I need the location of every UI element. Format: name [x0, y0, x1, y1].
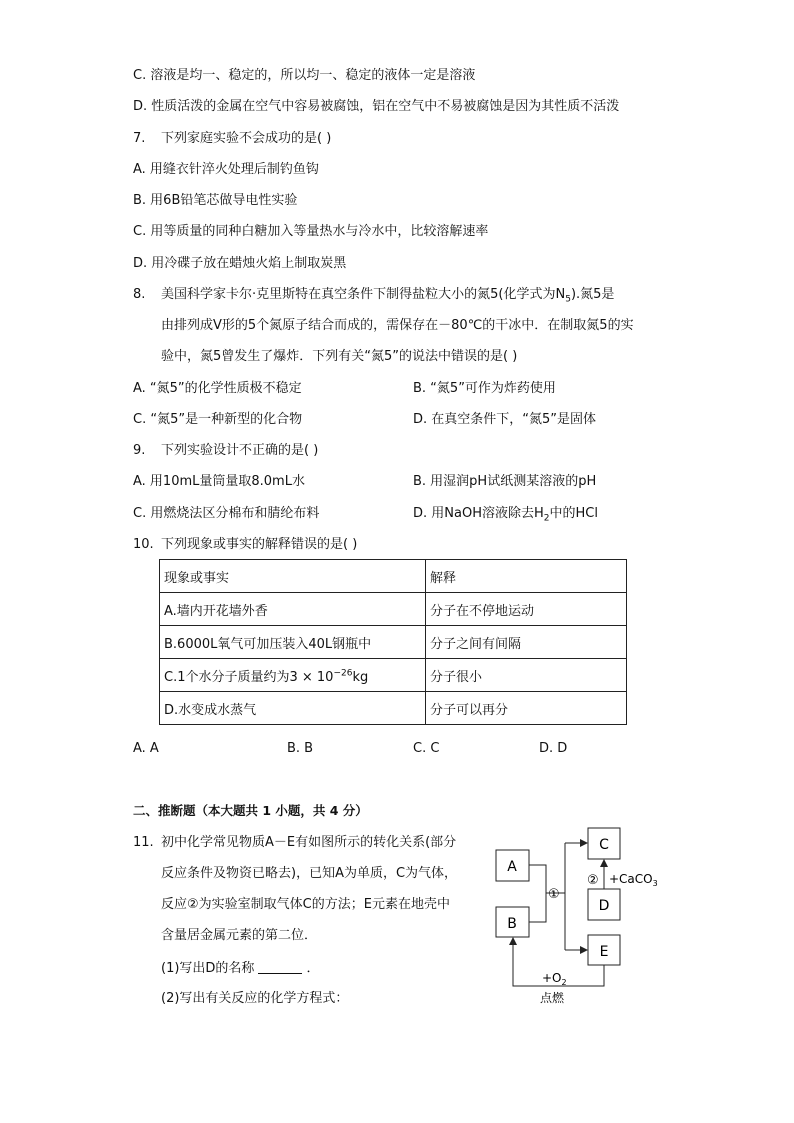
q7-stem: 下列家庭实验不会成功的是( ): [161, 131, 332, 146]
q8-number: 8.: [133, 287, 146, 302]
connector-ab: [529, 865, 546, 922]
q11-stem-line2: 反应条件及物资已略去)，已知A为单质，C为气体，: [161, 866, 458, 881]
q9-option-c: C. 用燃烧法区分棉布和腈纶布料: [133, 506, 320, 521]
condition-label: 点燃: [540, 991, 565, 1005]
q8-stem-line3: 验中，氮5曾发生了爆炸．下列有关“氮5”的说法中错误的是( ): [161, 349, 518, 364]
q10-option-d: D. D: [539, 741, 568, 756]
q10-option-a: A. A: [133, 741, 159, 756]
q8-option-a: A. “氮5”的化学性质极不稳定: [133, 381, 302, 396]
q9-option-b: B. 用湿润pH试纸测某溶液的pH: [413, 474, 597, 489]
q8-option-c: C. “氮5”是一种新型的化合物: [133, 412, 303, 427]
answer-blank[interactable]: [258, 959, 302, 974]
q10-option-c: C. C: [413, 741, 440, 756]
q7-option-b: B. 用6B铅笔芯做导电性实验: [133, 193, 298, 208]
q8-stem-line2: 由排列成V形的5个氮原子结合而成的，需保存在－80℃的干冰中．在制取氮5的实: [161, 318, 634, 333]
q11-stem-line3: 反应②为实验室制取气体C的方法；E元素在地壳中: [161, 897, 450, 912]
table-cell: 解释: [426, 560, 627, 593]
q7-option-d: D. 用冷碟子放在蜡烛火焰上制取炭黑: [133, 256, 347, 271]
q7-option-c: C. 用等质量的同种白糖加入等量热水与冷水中，比较溶解速率: [133, 224, 489, 239]
box-b-label: B: [507, 916, 517, 932]
table-cell: B.6000L氧气可加压装入40L钢瓶中: [160, 626, 426, 659]
q6-option-c: C. 溶液是均一、稳定的，所以均一、稳定的液体一定是溶液: [133, 68, 476, 83]
reaction-2-label: ②: [587, 873, 599, 888]
section-title: 二、推断题（本大题共 1 小题，共 4 分）: [133, 803, 368, 818]
q7-number: 7.: [133, 131, 146, 146]
q9-number: 9.: [133, 443, 146, 458]
table-cell: 分子很小: [426, 659, 627, 692]
table-cell: A.墙内开花墙外香: [160, 593, 426, 626]
table-row: [160, 692, 627, 725]
box-c-label: C: [599, 837, 609, 853]
table-cell: C.1个水分子质量约为$3 \times 10^{-26}kg$: [160, 659, 426, 692]
reagent-caco3-label: +CaCO$_3$: [609, 872, 658, 888]
reaction-1-label: ①: [548, 887, 560, 902]
table-row: [160, 659, 627, 692]
reagent-o2-label: $+O_2$: [542, 971, 567, 987]
box-e-label: E: [599, 944, 609, 960]
table-row: [160, 626, 627, 659]
q10-table: [159, 559, 627, 725]
conversion-diagram: [490, 822, 670, 1008]
q10-option-b: B. B: [287, 741, 314, 756]
table-cell: 分子之间有间隔: [426, 626, 627, 659]
table-row: [160, 593, 627, 626]
q10-number: 10.: [133, 537, 154, 552]
q8-stem-line1: 美国科学家卡尔·克里斯特在真空条件下制得盐粒大小的氮5(化学式为$N_5$).氮5是: [161, 287, 615, 305]
q9-option-d: D. 用NaOH溶液除去$H_2$中的HCl: [413, 506, 598, 524]
q9-option-a: A. 用10mL量筒量取8.0mL水: [133, 474, 305, 489]
box-d-label: D: [598, 898, 610, 914]
table-cell: 分子在不停地运动: [426, 593, 627, 626]
table-cell: D.水变成水蒸气: [160, 692, 426, 725]
q11-stem-line1: 初中化学常见物质A－E有如图所示的转化关系(部分: [161, 835, 457, 850]
q11-number: 11.: [133, 835, 154, 850]
q11-stem-line4: 含量居金属元素的第二位．: [161, 928, 318, 943]
table-row: [160, 560, 627, 593]
table-cell: 现象或事实: [160, 560, 426, 593]
table-cell: 分子可以再分: [426, 692, 627, 725]
q8-option-d: D. 在真空条件下，“氮5”是固体: [413, 412, 597, 427]
q9-stem: 下列实验设计不正确的是( ): [161, 443, 319, 458]
q11-sub1: (1)写出D的名称 ．: [161, 961, 320, 976]
q6-option-d: D. 性质活泼的金属在空气中容易被腐蚀，铝在空气中不易被腐蚀是因为其性质不活泼: [133, 99, 620, 114]
q8-option-b: B. “氮5”可作为炸药使用: [413, 381, 556, 396]
q10-stem: 下列现象或事实的解释错误的是( ): [161, 537, 358, 552]
box-a-label: A: [507, 859, 517, 875]
q11-sub2: (2)写出有关反应的化学方程式：: [161, 991, 349, 1006]
q7-option-a: A. 用缝衣针淬火处理后制钓鱼钩: [133, 162, 319, 177]
